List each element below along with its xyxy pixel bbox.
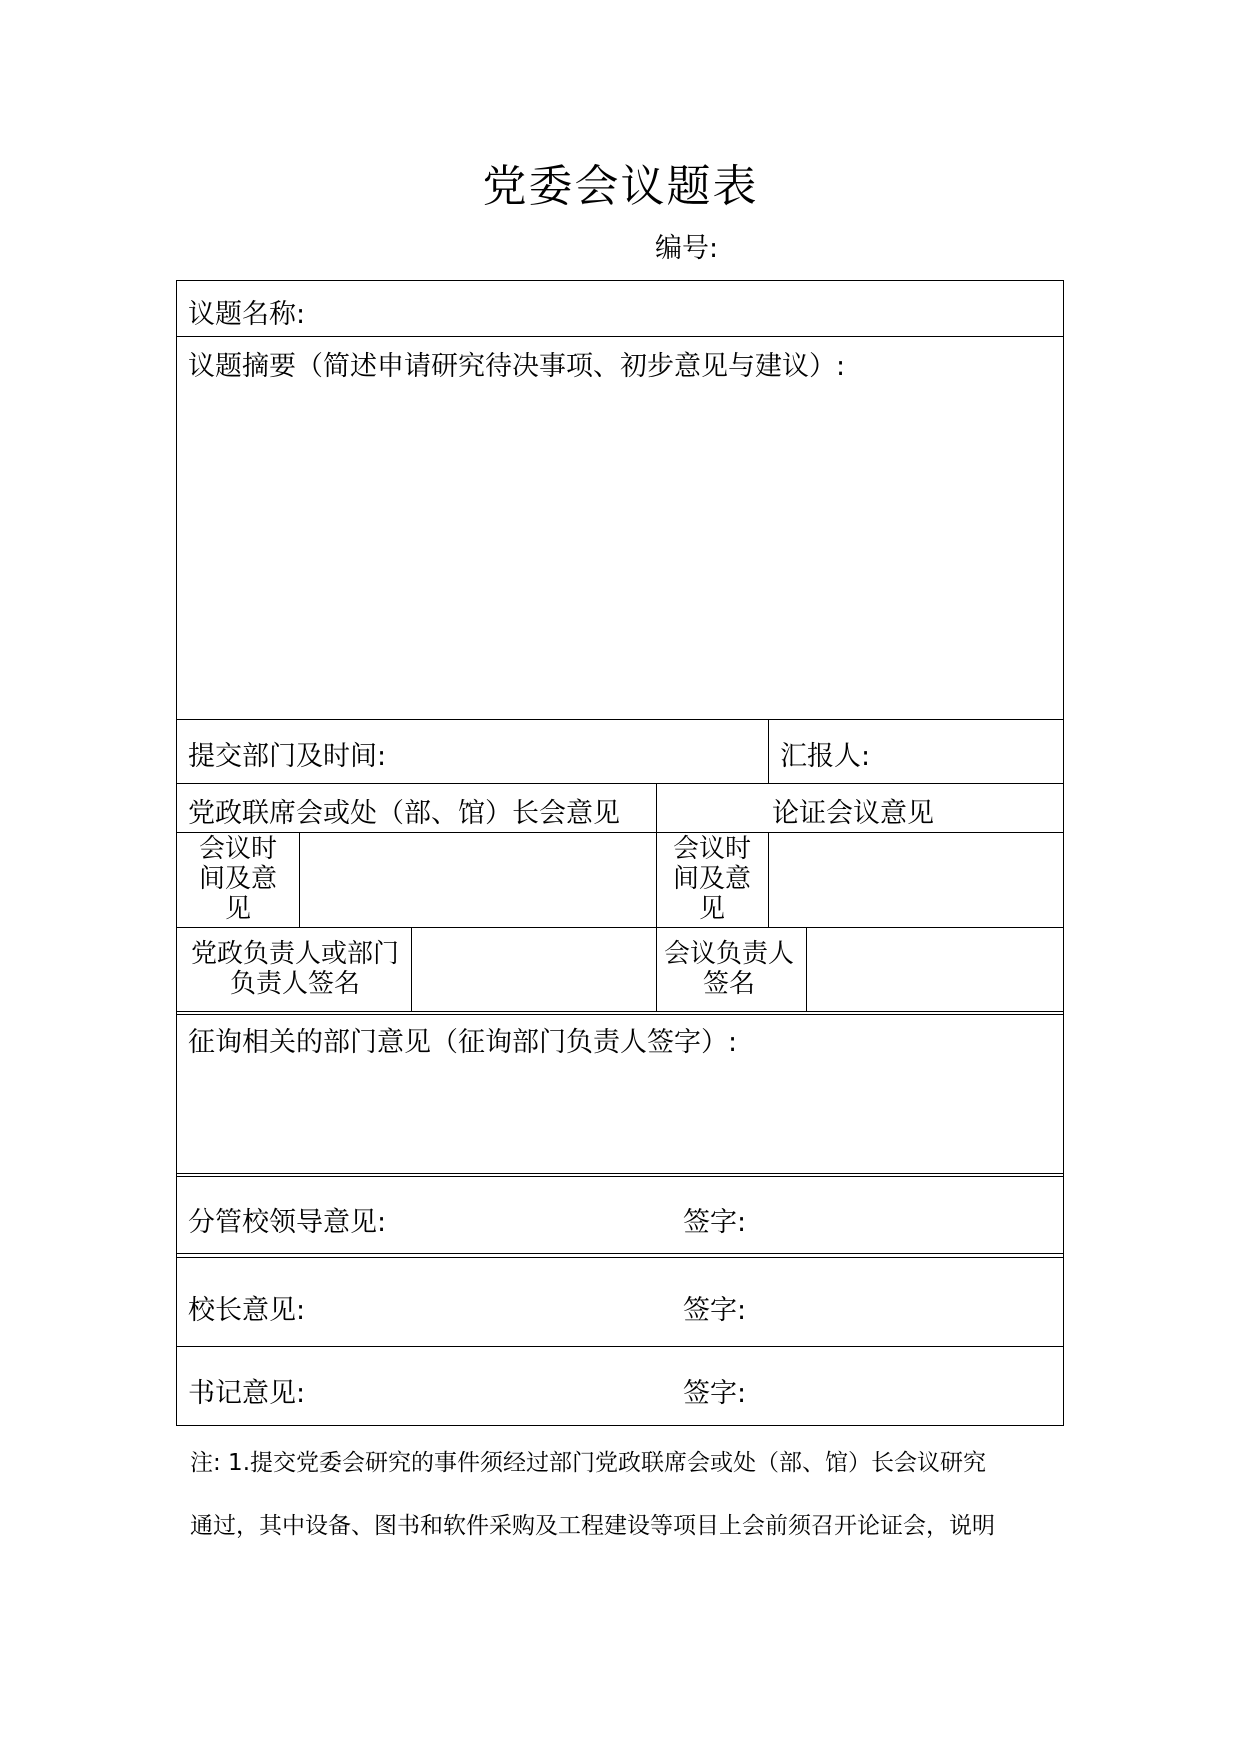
topic-summary-label: 议题摘要（简述申请研究待决事项、初步意见与建议）: bbox=[188, 351, 846, 382]
row-divider bbox=[176, 1014, 1064, 1015]
meeting-time-opinion-left-label: 会议时间及意见 bbox=[198, 834, 277, 924]
leader-signature-label: 党政负责人或部门负责人签名 bbox=[190, 939, 399, 999]
row-divider bbox=[176, 1346, 1064, 1347]
row-divider bbox=[176, 927, 1064, 928]
page-title: 党委会议题表 bbox=[482, 161, 759, 212]
column-divider bbox=[768, 719, 769, 783]
column-divider bbox=[656, 783, 657, 1011]
topic-name-label: 议题名称: bbox=[188, 299, 306, 330]
meeting-leader-signature-label: 会议负责人签名 bbox=[664, 939, 795, 999]
submit-dept-time-label: 提交部门及时间: bbox=[188, 741, 387, 772]
row-divider bbox=[176, 832, 1064, 833]
row-divider bbox=[176, 336, 1064, 337]
note-line-2: 通过，其中设备、图书和软件采购及工程建设等项目上会前须召开论证会，说明 bbox=[190, 1513, 995, 1539]
row-divider bbox=[176, 1253, 1064, 1254]
president-sign-label: 签字: bbox=[683, 1295, 747, 1326]
topic-table bbox=[176, 280, 1064, 1426]
column-divider bbox=[806, 927, 807, 1011]
row-divider bbox=[176, 1011, 1064, 1012]
row-divider bbox=[176, 719, 1064, 720]
joint-meeting-opinion-label: 党政联席会或处（部、馆）长会意见 bbox=[188, 798, 620, 829]
column-divider bbox=[768, 832, 769, 927]
row-divider bbox=[176, 1257, 1064, 1258]
vice-leader-sign-label: 签字: bbox=[683, 1207, 747, 1238]
secretary-opinion-label: 书记意见: bbox=[188, 1378, 306, 1409]
secretary-sign-label: 签字: bbox=[683, 1378, 747, 1409]
column-divider bbox=[299, 832, 300, 927]
row-divider bbox=[176, 1173, 1064, 1174]
row-divider bbox=[176, 783, 1064, 784]
related-dept-opinion-label: 征询相关的部门意见（征询部门负责人签字）: bbox=[188, 1027, 738, 1058]
note-line-1: 注: 1.提交党委会研究的事件须经过部门党政联席会或处（部、馆）长会议研究 bbox=[190, 1450, 987, 1476]
row-divider bbox=[176, 1176, 1064, 1177]
reporter-label: 汇报人: bbox=[780, 741, 871, 772]
column-divider bbox=[411, 927, 412, 1011]
president-opinion-label: 校长意见: bbox=[188, 1295, 306, 1326]
serial-number-label: 编号: bbox=[655, 233, 719, 264]
demonstration-opinion-label: 论证会议意见 bbox=[772, 798, 934, 829]
meeting-time-opinion-right-label: 会议时间及意见 bbox=[672, 834, 751, 924]
vice-leader-opinion-label: 分管校领导意见: bbox=[188, 1207, 387, 1238]
